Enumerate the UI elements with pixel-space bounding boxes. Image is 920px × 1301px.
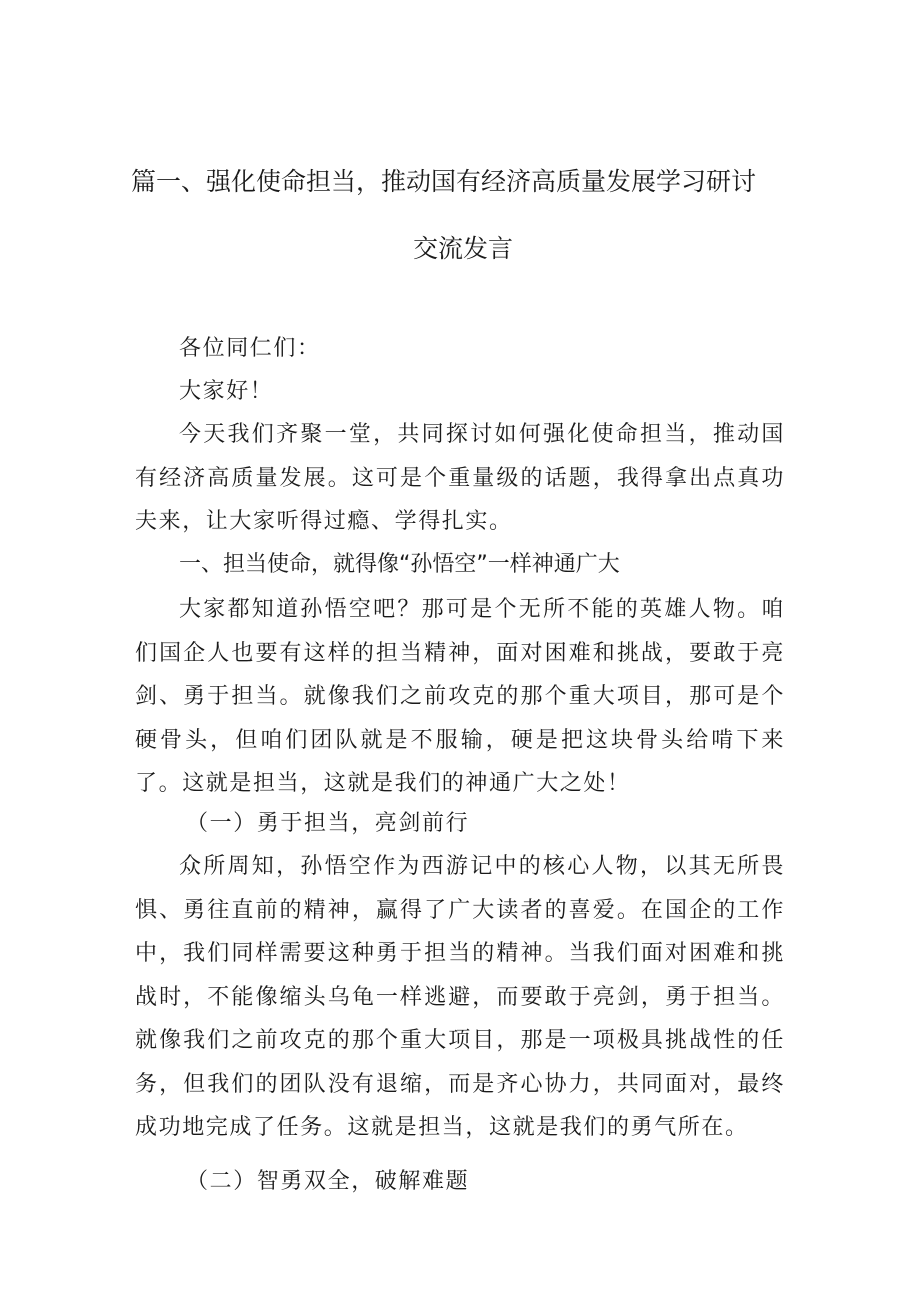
subsection-1-paragraph: 众所周知，孙悟空作为西游记中的核心人物，以其无所畏惧、勇往直前的精神，赢得了广大读者的喜爱。在国企的工作中，我们同样需要这种勇于担当的精神。当我们面对困难和挑战时，不能像缩头乌龟一样逃避，而要敢于亮剑，勇于担当。就像我们之前攻克的那个重大项目，那是一项极具挑战性的任务，但我们的团队没有退缩，而是齐心协力，共同面对，最终成功地完成了任务。这就是担当，这就是我们的勇气所在。	[135, 854, 785, 1140]
greeting: 大家好！	[179, 379, 274, 404]
document-title-line-2: 交流发言	[413, 234, 514, 263]
section-1-heading: 一、担当使命，就得像“孙悟空”一样神通广大	[179, 552, 620, 577]
subsection-2-heading: （二）智勇双全，破解难题	[186, 1169, 470, 1194]
subsection-1-heading: （一）勇于担当，亮剑前行	[186, 811, 470, 836]
document-title-line-1: 篇一、强化使命担当，推动国有经济高质量发展学习研讨	[131, 167, 757, 196]
salutation: 各位同仁们：	[179, 336, 321, 361]
section-1-paragraph: 大家都知道孙悟空吧？那可是个无所不能的英雄人物。咱们国企人也要有这样的担当精神，面对困难和挑战，要敢于亮剑、勇于担当。就像我们之前攻克的那个重大项目，那可是个硬骨头，但咱们团队就是不服输，硬是把这块骨头给啃下来了。这就是担当，这就是我们的神通广大之处！	[135, 597, 785, 796]
intro-paragraph: 今天我们齐聚一堂，共同探讨如何强化使命担当，推动国有经济高质量发展。这可是个重量级的话题，我得拿出点真功夫来，让大家听得过瘾、学得扎实。	[135, 422, 785, 534]
